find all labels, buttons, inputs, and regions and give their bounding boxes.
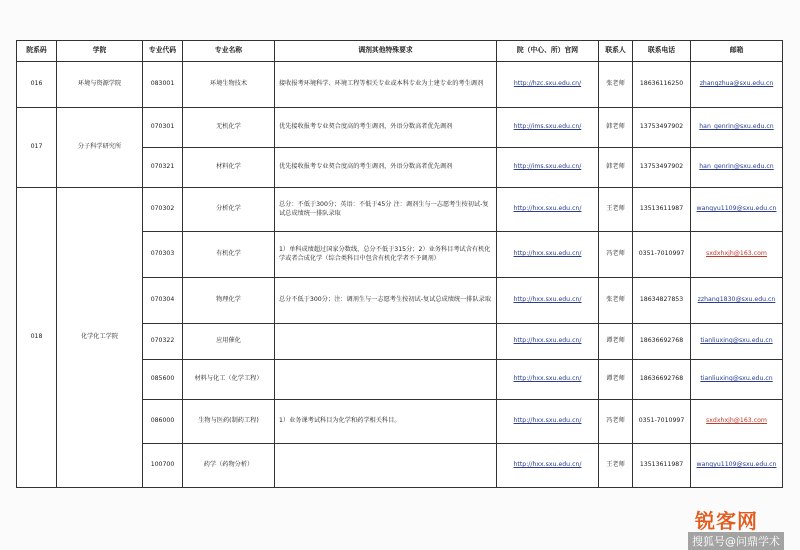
- website-cell: [497, 188, 599, 232]
- contact-cell: 韩老师: [599, 148, 633, 188]
- email-cell: [691, 232, 783, 278]
- website-cell: [497, 108, 599, 148]
- phone-cell: 0351-7010997: [633, 232, 691, 278]
- contact-cell: 谭老师: [599, 324, 633, 360]
- major-name-cell: 材料化学: [183, 148, 275, 188]
- header-cell: 邮箱: [691, 41, 783, 62]
- header-cell: 联系电话: [633, 41, 691, 62]
- header-cell: 学院: [57, 41, 143, 62]
- major-code-cell: 070304: [143, 278, 183, 324]
- contact-cell: 冯老师: [599, 232, 633, 278]
- website-link[interactable]: http://hxx.sxu.edu.cn/: [513, 250, 582, 258]
- major-code-cell: 085600: [143, 360, 183, 400]
- email-cell: [691, 188, 783, 232]
- requirement-cell: 总分不低于300分；注：调剂生与一志愿考生按初试-复试总成绩统一排队录取: [275, 278, 497, 324]
- email-cell: [691, 62, 783, 108]
- email-link[interactable]: tianliuxing@sxu.edu.cn: [700, 375, 773, 383]
- website-link[interactable]: http://hxx.sxu.edu.cn/: [513, 337, 582, 345]
- contact-cell: 冯老师: [599, 400, 633, 444]
- phone-cell: 18634827853: [633, 278, 691, 324]
- major-name-cell: 有机化学: [183, 232, 275, 278]
- contact-cell: 王老师: [599, 444, 633, 488]
- phone-cell: 13513611987: [633, 444, 691, 488]
- website-cell: [497, 360, 599, 400]
- college-cell: 化学化工学院: [57, 188, 143, 488]
- requirement-cell: 总分：不低于300分；英语：不低于45分 注：调剂生与一志愿考生按初试-复试总成绩统一排队录取: [275, 188, 497, 232]
- email-cell: [691, 148, 783, 188]
- major-name-cell: 分析化学: [183, 188, 275, 232]
- contact-cell: 张老师: [599, 62, 633, 108]
- email-cell: [691, 108, 783, 148]
- website-cell: [497, 400, 599, 444]
- contact-cell: 王老师: [599, 188, 633, 232]
- major-name-cell: 生物与医药(制药工程): [183, 400, 275, 444]
- requirement-cell: 1）业务课考试科目为化学和药学相关科目。: [275, 400, 497, 444]
- phone-cell: 0351-7010997: [633, 400, 691, 444]
- phone-cell: 13513611987: [633, 188, 691, 232]
- website-link[interactable]: http://hxx.sxu.edu.cn/: [513, 375, 582, 383]
- table-row: [17, 108, 783, 148]
- contact-cell: 韩老师: [599, 108, 633, 148]
- major-name-cell: 物理化学: [183, 278, 275, 324]
- watermark-source: 搜狐号@问鼎学术: [688, 532, 784, 550]
- adjustment-table: [16, 40, 783, 488]
- phone-cell: 18636692768: [633, 360, 691, 400]
- header-cell: 调剂其他特殊要求: [275, 41, 497, 62]
- header-cell: 专业名称: [183, 41, 275, 62]
- phone-cell: 18636692768: [633, 324, 691, 360]
- email-link[interactable]: wangyu1109@sxu.edu.cn: [696, 205, 777, 213]
- major-code-cell: 070322: [143, 324, 183, 360]
- email-cell: [691, 360, 783, 400]
- email-link[interactable]: zzhang1830@sxu.edu.cn: [697, 296, 776, 304]
- website-link[interactable]: http://hxx.sxu.edu.cn/: [513, 296, 582, 304]
- website-link[interactable]: http://hxx.sxu.edu.cn/: [513, 461, 582, 469]
- website-link[interactable]: http://ims.sxu.edu.cn/: [513, 123, 582, 131]
- contact-cell: 谭老师: [599, 360, 633, 400]
- major-code-cell: 083001: [143, 62, 183, 108]
- email-cell: [691, 444, 783, 488]
- phone-cell: 18636116250: [633, 62, 691, 108]
- requirement-cell: [275, 360, 497, 400]
- requirement-cell: 接收报考环境科学、环境工程等相关专业或本科专业为土建专业的考生调剂: [275, 62, 497, 108]
- table-row: [17, 188, 783, 232]
- header-row: [17, 41, 783, 62]
- watermark-logo: 锐客网: [695, 509, 758, 533]
- requirement-cell: [275, 444, 497, 488]
- phone-cell: 13753497902: [633, 108, 691, 148]
- phone-cell: 13753497902: [633, 148, 691, 188]
- major-name-cell: 药学（药物分析）: [183, 444, 275, 488]
- email-link[interactable]: zhangzhua@sxu.edu.cn: [699, 80, 774, 88]
- major-name-cell: 环境生物技术: [183, 62, 275, 108]
- header-cell: 联系人: [599, 41, 633, 62]
- email-cell: [691, 400, 783, 444]
- college-cell: 环境与资源学院: [57, 62, 143, 108]
- website-link[interactable]: http://hxx.sxu.edu.cn/: [513, 417, 582, 425]
- website-cell: [497, 444, 599, 488]
- major-name-cell: 材料与化工（化学工程）: [183, 360, 275, 400]
- major-code-cell: 070303: [143, 232, 183, 278]
- website-cell: [497, 324, 599, 360]
- email-link[interactable]: han_genrin@sxu.edu.cn: [699, 163, 774, 171]
- email-cell: [691, 278, 783, 324]
- email-link[interactable]: tianliuxing@sxu.edu.cn: [700, 337, 773, 345]
- header-cell: 院系码: [17, 41, 57, 62]
- email-link[interactable]: sxdxhxjh@163.com: [706, 250, 767, 258]
- major-name-cell: 无机化学: [183, 108, 275, 148]
- requirement-cell: 优先接收报考专业契合度高的考生调剂，外语分数高者优先调剂: [275, 148, 497, 188]
- email-link[interactable]: wangyu1109@sxu.edu.cn: [696, 461, 777, 469]
- requirement-cell: [275, 324, 497, 360]
- dept-code-cell: 017: [17, 108, 57, 188]
- header-cell: 院（中心、所）官网: [497, 41, 599, 62]
- website-cell: [497, 232, 599, 278]
- major-code-cell: 100700: [143, 444, 183, 488]
- major-code-cell: 070302: [143, 188, 183, 232]
- website-cell: [497, 278, 599, 324]
- college-cell: 分子科学研究所: [57, 108, 143, 188]
- major-code-cell: 086000: [143, 400, 183, 444]
- website-cell: [497, 148, 599, 188]
- major-code-cell: 070321: [143, 148, 183, 188]
- website-link[interactable]: http://hxx.sxu.edu.cn/: [513, 205, 582, 213]
- requirement-cell: 1）单科成绩超过国家分数线，总分不低于315分；2）业务科目考试含有机化学或者合成化学（综合类科目中包含有机化学者不予调剂）: [275, 232, 497, 278]
- table-row: [17, 62, 783, 108]
- dept-code-cell: 016: [17, 62, 57, 108]
- major-code-cell: 070301: [143, 108, 183, 148]
- email-cell: [691, 324, 783, 360]
- header-cell: 专业代码: [143, 41, 183, 62]
- email-link[interactable]: han_genrin@sxu.edu.cn: [699, 123, 774, 131]
- website-link[interactable]: http://ims.sxu.edu.cn/: [513, 163, 582, 171]
- email-link[interactable]: sxdxhxjh@163.com: [706, 417, 767, 425]
- website-link[interactable]: http://hzc.sxu.edu.cn/: [513, 80, 582, 88]
- requirement-cell: 优先接收报考专业契合度高的考生调剂，外语分数高者优先调剂: [275, 108, 497, 148]
- website-cell: [497, 62, 599, 108]
- major-name-cell: 应用催化: [183, 324, 275, 360]
- dept-code-cell: 018: [17, 188, 57, 488]
- contact-cell: 张老师: [599, 278, 633, 324]
